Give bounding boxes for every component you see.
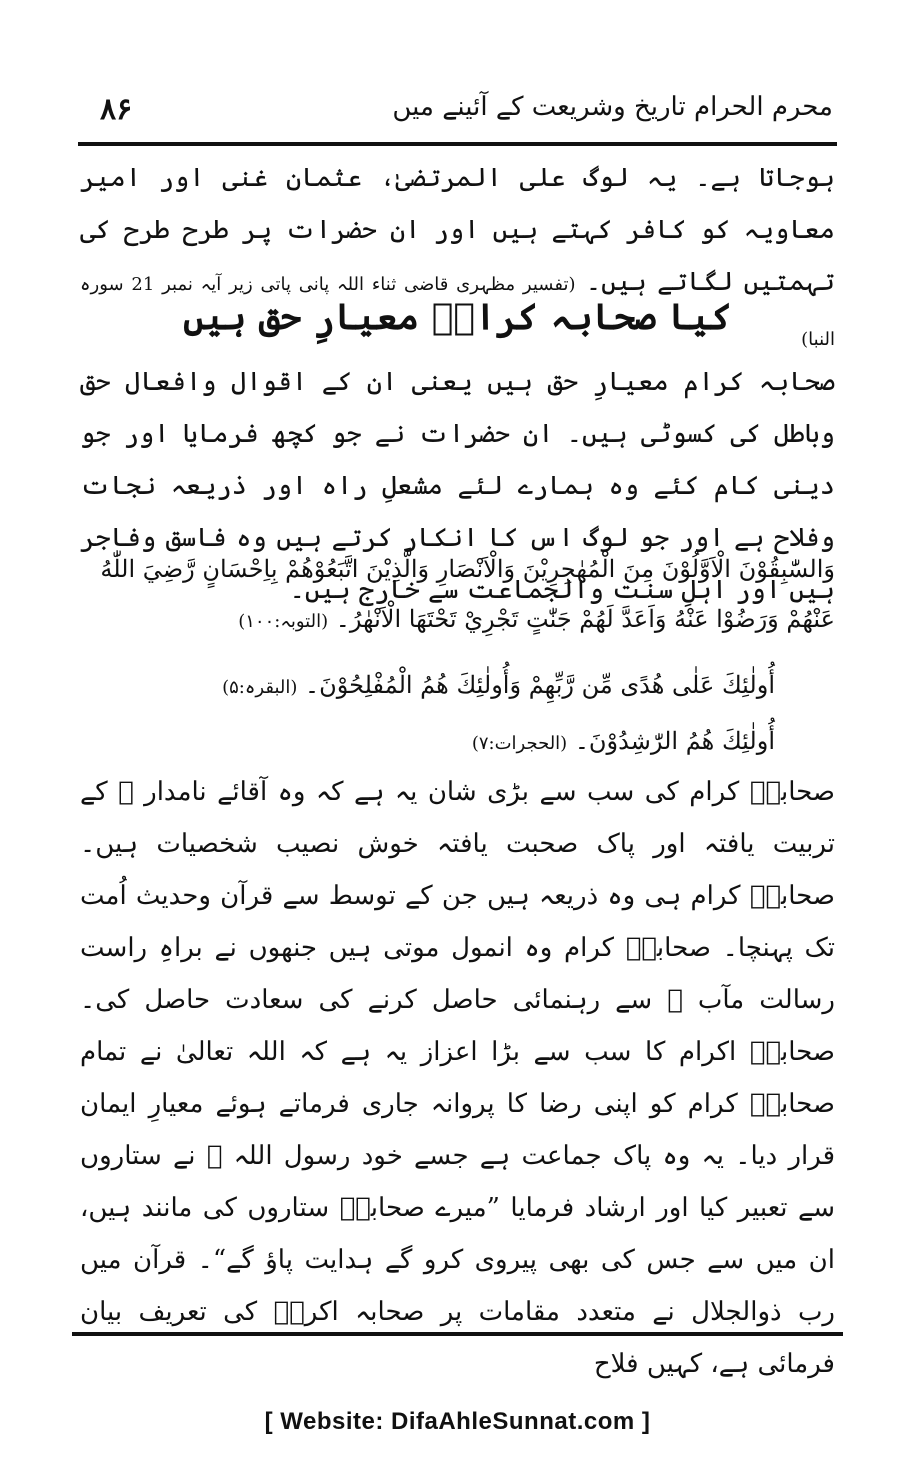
verse-2-text: أُولٰئِكَ عَلٰى هُدًى مِّن رَّبِّهِمْ وَأُولٰئِكَ هُمُ الْمُفْلِحُوْنَ۔ [305,671,775,699]
verse-3-citation: (الحجرات:۷) [471,733,568,754]
verse-2 [80,660,835,713]
running-header: محرم الحرام تاریخ وشریعت کے آئینے میں [392,92,833,122]
paragraph-1-citation: (تفسیر مظہری قاضی ثناء اللہ پانی پاتی زیر آیہ نمبر 21 سورہ النبا) [80,274,835,350]
header-rule [78,142,837,146]
verse-3 [80,716,835,769]
footer-rule [72,1332,843,1336]
page-number: ۸۶ [100,92,133,127]
paragraph-2: صحابہ کرام معیارِ حق ہیں یعنی ان کے اقوال وافعال حق وباطل کی کسوٹی ہیں۔ ان حضرات نے جو کچھ فرمایا اور جو دینی کام کئے وہ ہمارے لئے مشعلِ راہ اور ذریعہ نجات وفلاح ہے اور جو لوگ اس کا انکار کرتے ہیں وہ فاسق وفاجر ہیں اور اہلِ سنت والجماعت سے خارج ہیں۔ [80,367,835,605]
verse-2-citation: (البقرہ:۵) [222,677,298,698]
verse-3-text: أُولٰئِكَ هُمُ الرّٰشِدُوْنَ۔ [574,727,775,755]
verse-1-text: وَالسّٰبِقُوْنَ الْاَوَّلُوْنَ مِنَ الْمُهٰجِرِيْنَ وَالْاَنْصَارِ وَالَّذِيْنَ اتَّبَعُوْهُمْ بِاِحْسَانٍ رَّضِيَ اللّٰهُ عَنْهُمْ وَرَضُوْا عَنْهُ وَاَعَدَّ لَهُمْ جَنّٰتٍ تَجْرِيْ تَحْتَهَا الْاَنْهٰرُ۔ [100,555,835,633]
verse-1 [80,544,835,647]
paragraph-3: صحابہؓ کرام کی سب سے بڑی شان یہ ہے کہ وہ آقائے نامدار ﷺ کے تربیت یافتہ اور پاک صحبت یافتہ خوش نصیب شخصیات ہیں۔ صحابہؓ کرام ہی وہ ذریعہ ہیں جن کے توسط سے قرآن وحدیث اُمت تک پہنچا۔ صحابہؓ کرام وہ انمول موتی ہیں جنھوں نے براہِ راست رسالت مآب ﷺ سے رہنمائی حاصل کرنے کی سعادت حاصل کی۔ صحابہؓ اکرام کا سب سے بڑا اعزاز یہ ہے کہ اللہ تعالیٰ نے تمام صحابہؓ کرام کو اپنی رضا کا پروانہ جاری فرماتے ہوئے معیارِ ایمان قرار دیا۔ یہ وہ پاک جماعت ہے جسے خود رسول اللہ ﷺ نے ستاروں سے تعبیر کیا اور ارشاد فرمایا ”میرے صحابہؓ ستاروں کی مانند ہیں، ان میں سے جس کی بھی پیروی کرو گے ہدایت پاؤ گے“۔ قرآن میں رب ذوالجلال نے متعدد مقامات پر صحابہ اکرمؓ کی تعریف بیان فرمائی ہے، کہیں فلاح [80,777,835,1379]
section-heading: کیا صحابہ کرامؓ معیارِ حق ہیں [183,296,732,338]
website-footer: [ Website: DifaAhleSunnat.com ] [264,1408,651,1435]
paragraph-1-text: ہوجاتا ہے۔ یہ لوگ علی المرتضیٰ، عثمان غنی اور امیر معاویہ کو کافر کہتے ہیں اور ان حضرات پر طرح طرح کی تہمتیں لگاتے ہیں۔ [80,163,836,297]
verse-1-citation: (التوبہ:۱۰۰) [238,611,329,632]
